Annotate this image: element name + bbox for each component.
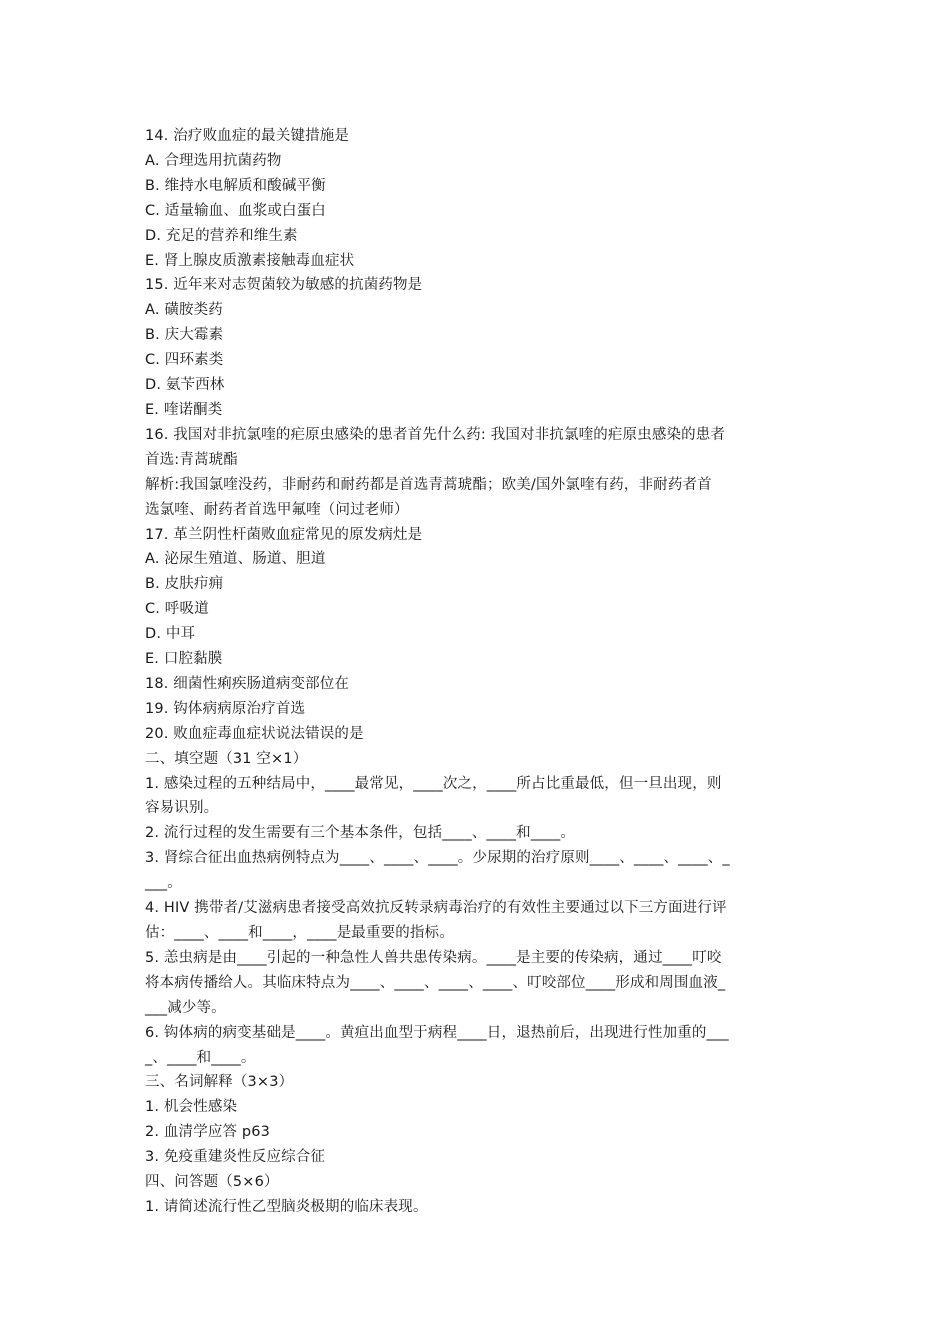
question-17-option-c: C. 呼吸道 <box>145 601 209 618</box>
question-14-option-a: A. 合理选用抗菌药物 <box>145 152 282 169</box>
fill-blank-4: 4. HIV 携带者/艾滋病患者接受高效抗反转录病毒治疗的有效性主要通过以下三方面进行评 <box>145 900 727 917</box>
question-17-option-a: A. 泌尿生殖道、肠道、胆道 <box>145 551 326 568</box>
question-19-stem: 19. 钩体病病原治疗首选 <box>145 700 306 717</box>
fill-blank-5: 5. 恙虫病是由____引起的一种急性人兽共患传染病。____是主要的传染病，通过____叮咬 <box>145 949 722 966</box>
question-14-option-d: D. 充足的营养和维生素 <box>145 227 298 244</box>
question-14-stem: 14. 治疗败血症的最关键措施是 <box>145 128 350 144</box>
question-14-option-c: C. 适量输血、血浆或白蛋白 <box>145 202 326 219</box>
question-18-stem: 18. 细菌性痢疾肠道病变部位在 <box>145 675 350 692</box>
section-heading-fill-blank: 二、填空题（31 空×1） <box>145 750 308 767</box>
question-16-explanation: 解析:我国氯喹没药，非耐药和耐药都是首选青蒿琥酯；欧美/国外氯喹有药，非耐药者首 <box>145 476 712 493</box>
fill-blank-3-continued: ___。 <box>145 875 182 892</box>
fill-blank-5-continued-2: ___减少等。 <box>145 999 226 1016</box>
question-16-stem-continued: 首选:青蒿琥酯 <box>145 451 238 468</box>
question-15-option-e: E. 喹诺酮类 <box>145 401 223 418</box>
question-17-option-b: B. 皮肤疖痈 <box>145 576 224 593</box>
question-15-option-d: D. 氨苄西林 <box>145 377 225 394</box>
fill-blank-3: 3. 肾综合征出血热病例特点为____、____、____。少尿期的治疗原则____、____、____、_ <box>145 850 730 867</box>
definition-3: 3. 免疫重建炎性反应综合征 <box>145 1149 326 1166</box>
fill-blank-4-continued: 估：____、____和____，____是最重要的指标。 <box>145 925 454 941</box>
definition-1: 1. 机会性感染 <box>145 1099 238 1116</box>
fill-blank-5-continued: 将本病传播给人。其临床特点为____、____、____、____、叮咬部位____形成和周围血液_ <box>145 974 726 991</box>
question-16-stem: 16. 我国对非抗氯喹的疟原虫感染的患者首先什么药: 我国对非抗氯喹的疟原虫感染的患者 <box>145 426 726 443</box>
fill-blank-6-continued: _、____和____。 <box>145 1049 256 1066</box>
essay-question-1: 1. 请简述流行性乙型脑炎极期的临床表现。 <box>145 1198 428 1215</box>
question-15-option-a: A. 磺胺类药 <box>145 302 223 319</box>
question-15-stem: 15. 近年来对志贺菌较为敏感的抗菌药物是 <box>145 277 423 294</box>
section-heading-definitions: 三、名词解释（3×3） <box>145 1074 294 1091</box>
question-14-option-b: B. 维持水电解质和酸碱平衡 <box>145 177 326 194</box>
fill-blank-1-continued: 容易识别。 <box>145 800 219 817</box>
definition-2: 2. 血清学应答 p63 <box>145 1124 271 1141</box>
question-14-option-e: E. 肾上腺皮质激素接触毒血症状 <box>145 252 355 269</box>
document-body <box>145 124 810 1220</box>
question-15-option-b: B. 庆大霉素 <box>145 327 224 344</box>
question-17-option-e: E. 口腔黏膜 <box>145 651 223 668</box>
question-16-explanation-continued: 选氯喹、耐药者首选甲氟喹（问过老师） <box>145 501 409 518</box>
fill-blank-1: 1. 感染过程的五种结局中，____最常见，____次之，____所占比重最低，但一旦出现，则 <box>145 775 722 792</box>
question-17-option-d: D. 中耳 <box>145 626 196 643</box>
question-17-stem: 17. 革兰阴性杆菌败血症常见的原发病灶是 <box>145 526 423 543</box>
question-20-stem: 20. 败血症毒血症状说法错误的是 <box>145 725 364 742</box>
section-heading-questions: 四、问答题（5×6） <box>145 1174 279 1191</box>
fill-blank-2: 2. 流行过程的发生需要有三个基本条件，包括____、____和____。 <box>145 825 575 842</box>
fill-blank-6: 6. 钩体病的病变基础是____。黄疸出血型于病程____日，退热前后，出现进行性加重的___ <box>145 1024 729 1041</box>
question-15-option-c: C. 四环素类 <box>145 352 224 369</box>
